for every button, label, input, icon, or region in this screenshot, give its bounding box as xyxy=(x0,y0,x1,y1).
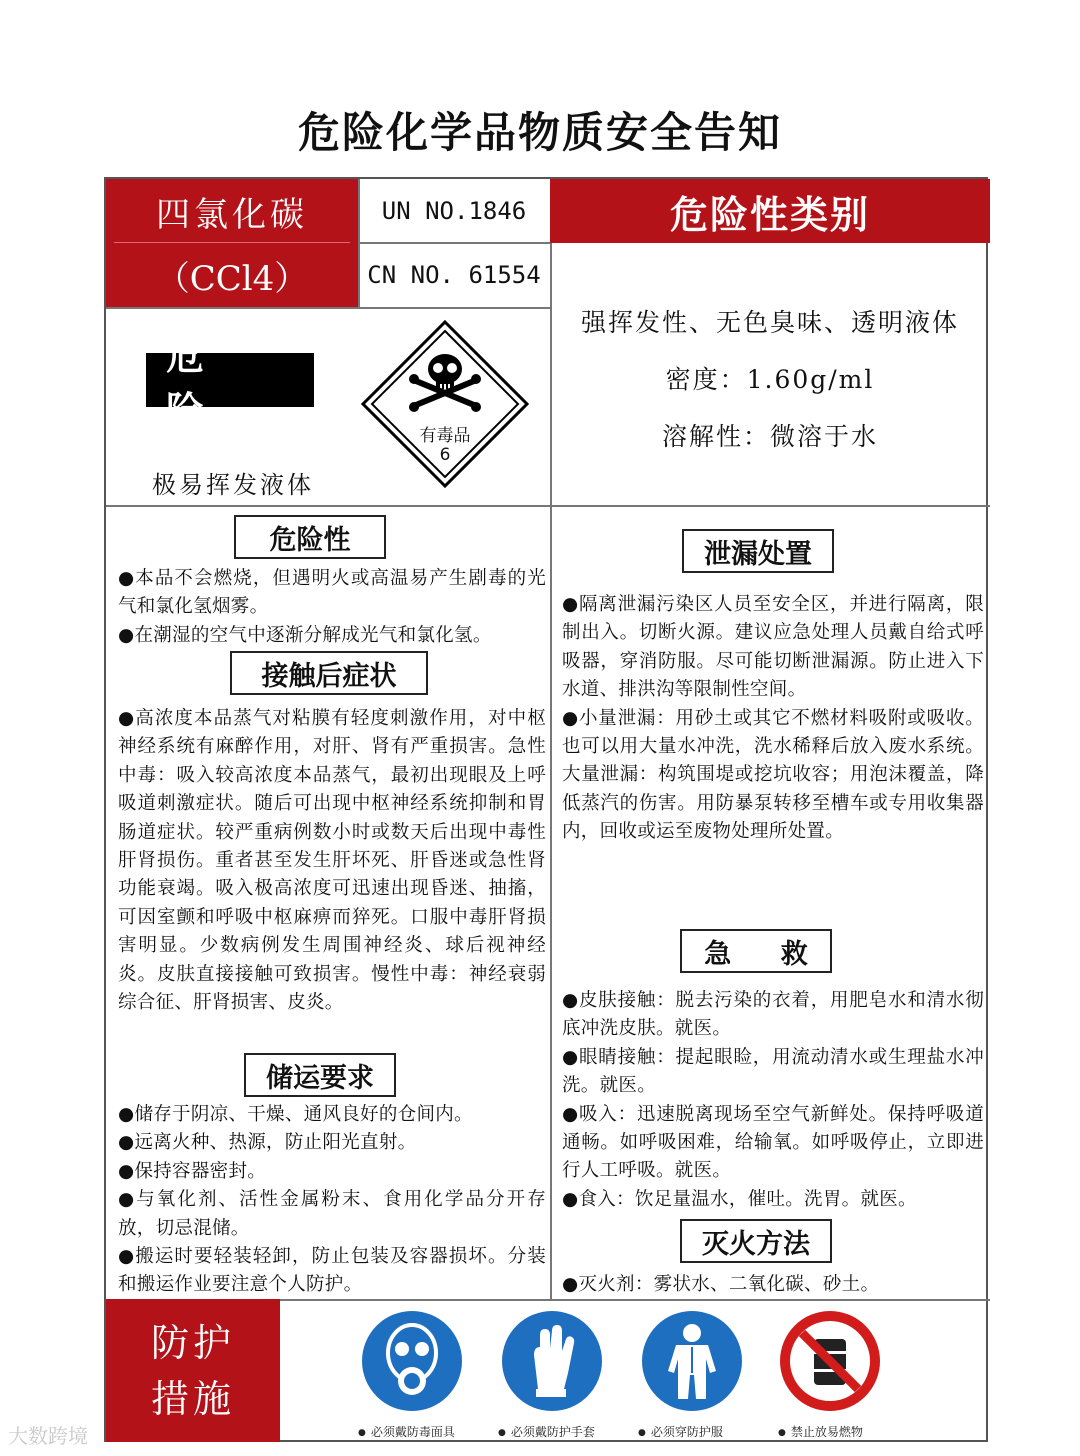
no-flammables-icon xyxy=(778,1309,882,1413)
un-number: UN NO.1846 xyxy=(381,197,527,225)
storage-item: ●与氧化剂、活性金属粉末、食用化学品分开存放，切忌混储。 xyxy=(118,1189,546,1239)
chemical-formula: （CCl4） xyxy=(106,243,358,307)
sign-caption: ● 必须戴防护手套 xyxy=(498,1423,595,1440)
hazard-item: ●在潮湿的空气中逐渐分解成光气和氯化氢。 xyxy=(118,624,492,646)
sign-caption: ● 必须穿防护服 xyxy=(638,1423,723,1440)
header-bottom-line xyxy=(106,307,550,309)
storage-item: ●搬运时要轻装轻卸，防止包装及容器损坏。分装和搬运作业要注意个人防护。 xyxy=(118,1246,546,1296)
gas-mask-icon xyxy=(360,1309,464,1413)
gloves-icon xyxy=(500,1309,604,1413)
storage-section-title: 储运要求 xyxy=(244,1053,396,1097)
hazard-section-text xyxy=(118,565,546,650)
symptom-section-title: 接触后症状 xyxy=(230,651,428,695)
leak-item: ●小量泄漏：用砂土或其它不燃材料吸附或吸收。也可以用大量水冲洗，洗水稀释后放入废水系统。大量泄漏：构筑围堤或挖坑收容；用泡沫覆盖，降低蒸汽的伤害。用防暴泵转移至槽车或专用收集器内，回收或运至废物处理所处置。 xyxy=(562,707,984,843)
property-solubility: 溶解性：微溶于水 xyxy=(661,422,878,451)
first-aid-item: ●眼睛接触：提起眼睑，用流动清水或生理盐水冲洗。就医。 xyxy=(562,1046,984,1097)
sign-caption: ● 禁止放易燃物 xyxy=(778,1423,863,1440)
chemical-name: 四氯化碳 xyxy=(106,179,358,243)
danger-label: 极易挥发液体 xyxy=(152,471,314,499)
protection-label xyxy=(106,1299,280,1442)
property-appearance: 强挥发性、无色臭味、透明液体 xyxy=(580,308,959,337)
protection-label-line1: 防护 xyxy=(150,1320,235,1365)
upper-section-line xyxy=(106,505,990,507)
safety-sheet xyxy=(104,177,988,1442)
first-aid-item: ●皮肤接触：脱去污染的衣着，用肥皂水和清水彻底冲洗皮肤。就医。 xyxy=(562,990,984,1040)
leak-section-title: 泄漏处置 xyxy=(682,529,834,573)
name-divider xyxy=(114,242,350,243)
hazard-section-title: 危险性 xyxy=(234,515,386,559)
storage-section-text xyxy=(118,1101,546,1300)
cn-number: CN NO. 61554 xyxy=(367,261,541,289)
hazard-category-heading: 危险性类别 xyxy=(550,179,990,243)
first-aid-item: ●食入：饮足量温水，催吐。洗胃。就医。 xyxy=(562,1188,917,1210)
storage-item: ●保持容器密封。 xyxy=(118,1160,267,1182)
fire-section-title: 灭火方法 xyxy=(680,1219,832,1263)
storage-item: ●储存于阴凉、干燥、通风良好的仓间内。 xyxy=(118,1104,473,1125)
center-divider xyxy=(550,179,552,1299)
protective-suit-icon xyxy=(640,1309,744,1413)
leak-section-text xyxy=(562,591,984,847)
diamond-class: 6 xyxy=(439,445,451,465)
hazard-item: ●本品不会燃烧，但遇明火或高温易产生剧毒的光气和氯化氢烟雾。 xyxy=(118,568,546,618)
storage-item: ●远离火种、热源，防止阳光直射。 xyxy=(118,1132,417,1154)
first-aid-item: ●吸入：迅速脱离现场至空气新鲜处。保持呼吸道通畅。如呼吸困难，给输氧。如呼吸停止，立即进行人工呼吸。就医。 xyxy=(562,1103,984,1182)
symptom-section-text: ●高浓度本品蒸气对粘膜有轻度刺激作用，对中枢神经系统有麻醉作用，对肝、肾有严重损害。急性中毒：吸入较高浓度本品蒸气，最初出现眼及上呼吸道刺激症状。随后可出现中枢神经系统抑制和胃肠道症状。较严重病例数小时或数天后出现中毒性肝肾损伤。重者甚至发生肝坏死、肝昏迷或急性肾功能衰竭。吸入极高浓度可迅速出现昏迷、抽搐，可因室颤和呼吸中枢麻痹而猝死。口服中毒肝肾损害明显。少数病例发生周围神经炎、球后视神经炎。皮肤直接接触可致损害。慢性中毒：神经衰弱综合征、肝肾损害、皮炎。 xyxy=(118,708,546,1014)
first-aid-section-title: 急 救 xyxy=(680,929,832,973)
diamond-text: 有毒品 xyxy=(419,426,471,446)
watermark: 大数跨境 xyxy=(8,1424,88,1448)
page-title: 危险化学品物质安全告知 xyxy=(297,108,782,157)
property-density: 密度：1.60g/ml xyxy=(665,365,875,394)
sign-caption: ● 必须戴防毒面具 xyxy=(358,1423,455,1440)
fire-section-text: ●灭火剂：雾状水、二氧化碳、砂土。 xyxy=(562,1274,880,1295)
danger-badge: 危 险 xyxy=(146,353,314,407)
first-aid-section-text xyxy=(562,987,984,1214)
protection-label-line2: 措施 xyxy=(150,1376,235,1421)
leak-item: ●隔离泄漏污染区人员至安全区，并进行隔离，限制出入。切断火源。建议应急处理人员戴自给式呼吸器，穿消防服。尽可能切断泄漏源。防止进入下水道、排洪沟等限制性空间。 xyxy=(562,594,984,701)
